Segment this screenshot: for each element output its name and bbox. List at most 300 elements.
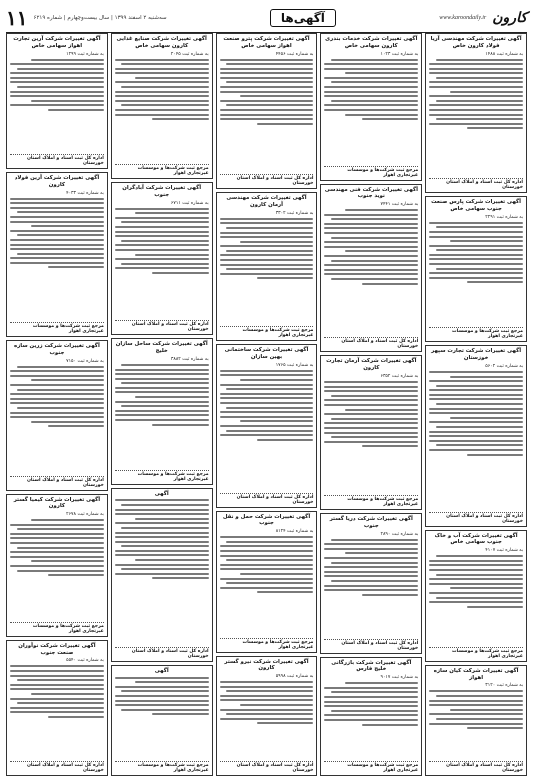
text-line bbox=[31, 225, 104, 227]
text-line bbox=[220, 218, 314, 220]
text-line bbox=[220, 681, 314, 683]
text-line bbox=[115, 249, 209, 251]
text-line bbox=[429, 63, 523, 65]
text-line bbox=[429, 412, 523, 414]
text-line bbox=[331, 260, 418, 262]
text-line bbox=[226, 713, 313, 715]
legal-notice bbox=[111, 665, 213, 776]
text-line bbox=[324, 557, 418, 559]
text-line bbox=[135, 396, 208, 398]
notice-registration-number: به شماره ثبت ۷۴۴۱ bbox=[380, 202, 419, 208]
notice-title: آگهی تغییرات شرکت آرمان تجارت کارون bbox=[326, 358, 417, 372]
notice-title: آگهی تغییرات شرکت نیرو گستر کارون bbox=[224, 658, 309, 672]
notice-signature: اداره کل ثبت اسناد و املاک استان خوزستان bbox=[10, 154, 104, 166]
text-line bbox=[436, 426, 523, 428]
text-line bbox=[17, 407, 104, 409]
notice-signature: اداره کل ثبت اسناد و املاک استان خوزستان bbox=[220, 493, 314, 505]
legal-notice bbox=[216, 511, 318, 653]
text-line bbox=[121, 382, 208, 384]
text-line bbox=[324, 214, 418, 216]
text-line bbox=[10, 551, 104, 553]
text-line bbox=[31, 693, 104, 695]
legal-notice bbox=[111, 338, 213, 484]
text-line bbox=[115, 541, 209, 543]
text-line bbox=[115, 68, 209, 70]
text-line bbox=[10, 91, 104, 93]
text-line bbox=[10, 533, 104, 535]
legal-notice bbox=[425, 196, 527, 342]
text-line bbox=[429, 380, 523, 382]
notice-title: آگهی تغییرات شرکت ساختمانی بهین سازان bbox=[224, 347, 309, 361]
text-line bbox=[135, 681, 208, 683]
text-line bbox=[324, 223, 418, 225]
text-line bbox=[17, 253, 104, 255]
text-line bbox=[345, 209, 418, 211]
text-line bbox=[220, 114, 314, 116]
text-line bbox=[429, 394, 523, 396]
text-line bbox=[324, 687, 418, 689]
legal-notice bbox=[216, 192, 318, 341]
text-line bbox=[436, 59, 523, 61]
notice-signature: اداره کل ثبت اسناد و املاک استان خوزستان bbox=[10, 761, 104, 773]
text-line bbox=[240, 241, 313, 243]
notice-body-text bbox=[220, 681, 314, 759]
text-line bbox=[345, 552, 418, 554]
legal-notice bbox=[111, 182, 213, 335]
notice-signature: مرجع ثبت شرکت‌ها و موسسات غیرتجاری اهواز bbox=[324, 761, 418, 773]
notice-registration-number: به شماره ثبت ۸۱۲۴ bbox=[275, 529, 314, 535]
notice-body-text bbox=[220, 218, 314, 325]
text-line bbox=[324, 548, 418, 550]
text-line bbox=[115, 95, 209, 97]
text-line bbox=[220, 397, 314, 399]
text-line bbox=[115, 258, 209, 260]
text-line bbox=[220, 564, 314, 566]
text-line bbox=[115, 522, 209, 524]
text-line bbox=[226, 81, 313, 83]
text-line bbox=[115, 686, 209, 688]
text-line bbox=[226, 407, 313, 409]
text-line bbox=[362, 724, 418, 726]
text-line bbox=[17, 679, 104, 681]
notice-body-text bbox=[324, 539, 418, 637]
text-line bbox=[257, 123, 313, 125]
text-line bbox=[324, 241, 418, 243]
text-line bbox=[436, 695, 523, 697]
notice-registration-number: به شماره ثبت ۴۴۵۶ bbox=[275, 51, 314, 57]
text-line bbox=[429, 435, 523, 437]
text-line bbox=[467, 606, 523, 608]
issue-info: سه‌شنبه ۲ اسفند ۱۳۹۹ | سال بیست‌وچهارم | شماره ۶۲۱۹ bbox=[33, 15, 167, 21]
text-line bbox=[436, 403, 523, 405]
text-line bbox=[115, 532, 209, 534]
text-line bbox=[429, 123, 523, 125]
text-line bbox=[429, 569, 523, 571]
text-line bbox=[324, 404, 418, 406]
notice-signature: مرجع ثبت شرکت‌ها و موسسات غیرتجاری اهواز bbox=[10, 622, 104, 634]
text-line bbox=[429, 371, 523, 373]
notice-registration-number: به شماره ثبت ۶۷۱۱ bbox=[170, 200, 209, 206]
text-line bbox=[48, 425, 104, 427]
text-line bbox=[121, 545, 208, 547]
legal-notice bbox=[6, 340, 108, 491]
notice-registration-number: به شماره ثبت ۵۶۰۲ bbox=[485, 363, 523, 369]
text-line bbox=[324, 701, 418, 703]
text-line bbox=[324, 585, 418, 587]
text-line bbox=[115, 700, 209, 702]
text-line bbox=[121, 364, 208, 366]
text-line bbox=[10, 675, 104, 677]
text-line bbox=[324, 413, 418, 415]
text-line bbox=[450, 91, 523, 93]
text-line bbox=[121, 709, 208, 711]
text-line bbox=[10, 221, 104, 223]
notice-signature: اداره کل ثبت اسناد و املاک استان خوزستان bbox=[324, 639, 418, 651]
text-line bbox=[324, 441, 418, 443]
text-line bbox=[429, 222, 523, 224]
text-line bbox=[220, 718, 314, 720]
header-left bbox=[6, 8, 167, 28]
notice-body-text bbox=[429, 222, 523, 326]
text-line bbox=[436, 718, 523, 720]
notice-signature: مرجع ثبت شرکت‌ها و موسسات غیرتجاری اهواز bbox=[429, 327, 523, 339]
text-line bbox=[345, 409, 418, 411]
text-line bbox=[429, 389, 523, 391]
text-line bbox=[324, 264, 418, 266]
text-line bbox=[115, 536, 209, 538]
text-line bbox=[10, 537, 104, 539]
text-line bbox=[429, 583, 523, 585]
text-line bbox=[324, 95, 418, 97]
section-logo: آگهی‌ها bbox=[270, 9, 336, 27]
notice-registration-number: به شماره ثبت ۳۱۲۰ bbox=[485, 683, 523, 689]
text-line bbox=[152, 118, 208, 120]
text-line bbox=[220, 568, 314, 570]
text-line bbox=[48, 716, 104, 718]
text-line bbox=[331, 278, 418, 280]
text-line bbox=[467, 454, 523, 456]
notice-signature: مرجع ثبت شرکت‌ها و موسسات غیرتجاری اهواز bbox=[10, 322, 104, 334]
text-line bbox=[121, 263, 208, 265]
notice-signature: اداره کل ثبت اسناد و املاک استان خوزستان bbox=[429, 178, 523, 190]
text-line bbox=[324, 269, 418, 271]
notice-registration-number: به شماره ثبت ۴۰۳۳ bbox=[66, 190, 104, 196]
text-line bbox=[324, 227, 418, 229]
text-line bbox=[115, 267, 209, 269]
text-line bbox=[429, 68, 523, 70]
notice-body-text bbox=[324, 682, 418, 759]
notice-title: آگهی تغییرات شرکت ساحل سازان خلیج bbox=[115, 341, 208, 355]
text-line bbox=[115, 387, 209, 389]
text-line bbox=[220, 686, 314, 688]
legal-notice bbox=[6, 494, 108, 637]
text-line bbox=[115, 72, 209, 74]
notice-registration-number: به شماره ثبت ۲۸۹۰ bbox=[380, 531, 419, 537]
text-line bbox=[436, 268, 523, 270]
text-line bbox=[115, 677, 209, 679]
text-line bbox=[324, 575, 418, 577]
text-line bbox=[226, 227, 313, 229]
notice-registration-number: به شماره ثبت ۴۱۰۷ bbox=[485, 548, 523, 554]
notice-registration-number: به شماره ثبت ۱۲۹۹ bbox=[66, 51, 104, 57]
text-line bbox=[115, 100, 209, 102]
text-line bbox=[115, 217, 209, 219]
notice-title: آگهی تغییرات شرکت نوآوران صنعت جنوب bbox=[18, 642, 96, 656]
text-line bbox=[10, 670, 104, 672]
text-line bbox=[115, 414, 209, 416]
text-line bbox=[429, 601, 523, 603]
text-line bbox=[220, 695, 314, 697]
text-line bbox=[220, 578, 314, 580]
text-line bbox=[31, 59, 104, 61]
text-line bbox=[331, 539, 418, 541]
text-line bbox=[115, 114, 209, 116]
notice-body-text bbox=[429, 371, 523, 510]
text-line bbox=[10, 384, 104, 386]
legal-notice bbox=[320, 513, 422, 654]
text-line bbox=[115, 109, 209, 111]
text-line bbox=[220, 118, 314, 120]
text-line bbox=[362, 594, 418, 596]
text-line bbox=[220, 536, 314, 538]
text-line bbox=[220, 411, 314, 413]
text-line bbox=[115, 564, 209, 566]
text-line bbox=[436, 574, 523, 576]
text-line bbox=[121, 405, 208, 407]
text-line bbox=[324, 77, 418, 79]
text-line bbox=[10, 207, 104, 209]
text-line bbox=[226, 388, 313, 390]
text-line bbox=[345, 72, 418, 74]
notice-title: آگهی تغییرات شرکت بازرگانی خلیج فارس bbox=[331, 659, 412, 673]
notice-registration-number: به شماره ثبت ۲۰۴۵ bbox=[170, 51, 209, 57]
text-line bbox=[429, 690, 523, 692]
text-line bbox=[429, 81, 523, 83]
notice-registration-number: به شماره ثبت ۶۳۵۲ bbox=[380, 373, 419, 379]
text-line bbox=[331, 562, 418, 564]
text-line bbox=[324, 232, 418, 234]
text-line bbox=[429, 408, 523, 410]
notice-title: آگهی تغییرات شرکت مهندسی آریا فولاد کارون خاص bbox=[430, 36, 522, 49]
text-line bbox=[257, 591, 313, 593]
legal-notice bbox=[111, 488, 213, 662]
text-line bbox=[324, 255, 418, 257]
text-line bbox=[10, 370, 104, 372]
text-line bbox=[436, 77, 523, 79]
text-line bbox=[429, 95, 523, 97]
text-line bbox=[324, 571, 418, 573]
text-line bbox=[362, 118, 418, 120]
notice-title: آگهی تغییرات شرکت فنی مهندسی نوید جنوب bbox=[324, 186, 418, 200]
notice-registration-number: به شماره ثبت ۳۳۰۲ bbox=[275, 210, 314, 216]
text-line bbox=[135, 212, 208, 214]
ad-column bbox=[6, 33, 108, 776]
text-line bbox=[429, 560, 523, 562]
notice-registration-number: به شماره ثبت ۹۰۱۷ bbox=[380, 675, 419, 681]
text-line bbox=[467, 281, 523, 283]
text-line bbox=[17, 702, 104, 704]
text-line bbox=[10, 95, 104, 97]
notice-title: آگهی تغییرات شرکت مهندسی آرمان کارون bbox=[226, 195, 307, 208]
text-line bbox=[10, 393, 104, 395]
text-line bbox=[226, 63, 313, 65]
notice-title: آگهی تغییرات شرکت خدمات بندری کارون سهامی خاص bbox=[325, 36, 418, 49]
text-line bbox=[10, 698, 104, 700]
text-line bbox=[220, 709, 314, 711]
notice-body-text bbox=[10, 366, 104, 474]
text-line bbox=[220, 550, 314, 552]
text-line bbox=[10, 198, 104, 200]
text-line bbox=[10, 257, 104, 259]
text-line bbox=[429, 254, 523, 256]
text-line bbox=[31, 379, 104, 381]
text-line bbox=[436, 444, 523, 446]
notice-body-text bbox=[429, 690, 523, 759]
text-line bbox=[220, 68, 314, 70]
text-line bbox=[17, 547, 104, 549]
text-line bbox=[331, 81, 418, 83]
text-line bbox=[429, 272, 523, 274]
text-line bbox=[115, 419, 209, 421]
text-line bbox=[324, 427, 418, 429]
text-line bbox=[324, 273, 418, 275]
notice-body-text bbox=[115, 677, 209, 759]
text-line bbox=[17, 86, 104, 88]
text-line bbox=[115, 208, 209, 210]
text-line bbox=[429, 704, 523, 706]
text-line bbox=[324, 589, 418, 591]
website-link[interactable]: www.karoondaily.ir bbox=[439, 15, 487, 21]
text-line bbox=[135, 559, 208, 561]
text-line bbox=[10, 542, 104, 544]
notice-body-text bbox=[429, 59, 523, 177]
text-line bbox=[436, 226, 523, 228]
text-line bbox=[115, 81, 209, 83]
ads-grid bbox=[6, 33, 527, 776]
text-line bbox=[324, 63, 418, 65]
text-line bbox=[436, 555, 523, 557]
text-line bbox=[436, 100, 523, 102]
text-line bbox=[240, 95, 313, 97]
notice-registration-number: به شماره ثبت ۵۹۹۸ bbox=[275, 674, 314, 680]
text-line bbox=[429, 236, 523, 238]
notice-body-text bbox=[429, 555, 523, 645]
text-line bbox=[17, 570, 104, 572]
text-line bbox=[115, 391, 209, 393]
text-line bbox=[220, 384, 314, 386]
text-line bbox=[362, 445, 418, 447]
text-line bbox=[220, 370, 314, 372]
legal-notice bbox=[6, 33, 108, 169]
text-line bbox=[362, 283, 418, 285]
notice-title: آگهی bbox=[154, 667, 169, 674]
text-line bbox=[226, 268, 313, 270]
notice-title: آگهی تغییرات شرکت زرین سازه جنوب bbox=[14, 343, 100, 356]
text-line bbox=[220, 416, 314, 418]
text-line bbox=[10, 104, 104, 106]
notice-signature: اداره کل ثبت اسناد و املاک استان خوزستان bbox=[10, 476, 104, 488]
ad-column bbox=[425, 33, 527, 776]
text-line bbox=[115, 226, 209, 228]
notice-registration-number: به شماره ثبت ۳۸۸۲ bbox=[170, 356, 209, 362]
notice-signature: مرجع ثبت شرکت‌ها و موسسات غیرتجاری اهواز bbox=[324, 495, 418, 507]
text-line bbox=[115, 59, 209, 61]
legal-notice bbox=[216, 33, 318, 189]
text-line bbox=[450, 709, 523, 711]
text-line bbox=[429, 258, 523, 260]
text-line bbox=[436, 597, 523, 599]
text-line bbox=[331, 418, 418, 420]
text-line bbox=[10, 711, 104, 713]
text-line bbox=[331, 395, 418, 397]
text-line bbox=[220, 72, 314, 74]
text-line bbox=[10, 239, 104, 241]
text-line bbox=[135, 77, 208, 79]
text-line bbox=[429, 245, 523, 247]
notice-title: آگهی تغییرات شرکت پترو صنعت اهواز سهامی خاص bbox=[223, 36, 310, 49]
notice-signature: اداره کل ثبت اسناد و املاک استان خوزستان bbox=[220, 761, 314, 773]
legal-notice bbox=[320, 33, 422, 181]
text-line bbox=[10, 665, 104, 667]
text-line bbox=[220, 236, 314, 238]
notice-signature: اداره کل ثبت اسناد و املاک استان خوزستان bbox=[115, 647, 209, 659]
notice-signature: اداره کل ثبت اسناد و املاک استان خوزستان bbox=[429, 512, 523, 524]
text-line bbox=[48, 109, 104, 111]
notice-title: آگهی تغییرات شرکت کیمیا گستر کارون bbox=[13, 496, 101, 510]
text-line bbox=[331, 237, 418, 239]
text-line bbox=[226, 430, 313, 432]
text-line bbox=[220, 232, 314, 234]
text-line bbox=[220, 273, 314, 275]
text-line bbox=[257, 439, 313, 441]
text-line bbox=[226, 559, 313, 561]
text-line bbox=[220, 86, 314, 88]
notice-signature: اداره کل ثبت اسناد و املاک استان خوزستان bbox=[115, 320, 209, 332]
text-line bbox=[121, 240, 208, 242]
notice-title: آگهی تغییرات شرکت دریا گستر جنوب bbox=[329, 516, 413, 529]
text-line bbox=[121, 690, 208, 692]
text-line bbox=[240, 573, 313, 575]
text-line bbox=[324, 68, 418, 70]
notice-registration-number: به شماره ثبت ۱۴۸۸ bbox=[485, 51, 523, 57]
text-line bbox=[226, 104, 313, 106]
ad-column bbox=[216, 33, 318, 776]
text-line bbox=[220, 254, 314, 256]
text-line bbox=[135, 518, 208, 520]
text-line bbox=[324, 432, 418, 434]
legal-notice bbox=[425, 345, 527, 526]
notice-title: آگهی تغییرات شرکت آرین تجارت اهواز سهامی خاص bbox=[13, 36, 101, 49]
text-line bbox=[450, 587, 523, 589]
text-line bbox=[240, 379, 313, 381]
notice-body-text bbox=[10, 665, 104, 759]
text-line bbox=[10, 63, 104, 65]
text-line bbox=[10, 556, 104, 558]
legal-notice bbox=[6, 640, 108, 776]
text-line bbox=[31, 100, 104, 102]
notice-registration-number: به شماره ثبت ۵۵۴۰ bbox=[66, 658, 104, 664]
text-line bbox=[450, 240, 523, 242]
notice-signature: اداره کل ثبت اسناد و املاک استان خوزستان bbox=[220, 174, 314, 186]
text-line bbox=[48, 574, 104, 576]
text-line bbox=[220, 91, 314, 93]
text-line bbox=[324, 696, 418, 698]
page-header bbox=[6, 4, 527, 33]
text-line bbox=[429, 440, 523, 442]
text-line bbox=[115, 550, 209, 552]
text-line bbox=[152, 713, 208, 715]
notice-registration-number: به شماره ثبت ۱۰۲۳ bbox=[380, 51, 419, 57]
